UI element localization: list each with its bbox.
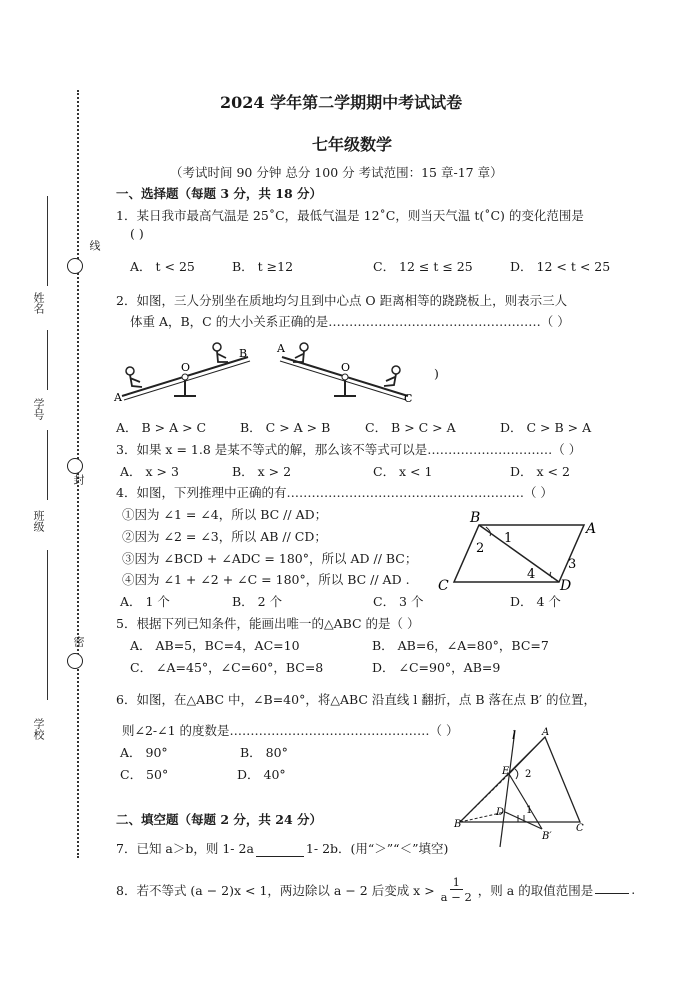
question-4-item-1: ①因为 ∠1 = ∠4，所以 BC // AD； [122, 507, 328, 522]
fold-label-b: B [454, 819, 462, 830]
parallelogram-label-c: C [438, 578, 449, 594]
school-field-line [47, 550, 48, 700]
question-8-end: . [631, 882, 636, 897]
seesaw-left-label-a: A [114, 391, 122, 404]
seesaw-figure-right [270, 340, 420, 405]
question-2-stem: 2．如图，三人分别坐在质地均匀且到中心点 O 距离相等的跷跷板上，则表示三人 [116, 293, 568, 308]
question-2-option-c: C． B > C > A [365, 420, 456, 435]
question-2-option-b: B． C > A > B [240, 420, 331, 435]
parallelogram-label-2: 2 [476, 541, 485, 556]
question-7-blank[interactable] [256, 841, 304, 857]
exam-title: 2024 学年第二学期期中考试试卷 [220, 93, 463, 112]
question-5-option-a: A． AB=5，BC=4，AC=10 [130, 638, 300, 653]
seesaw-right-label-o: O [341, 361, 351, 374]
question-2-option-a: A． B > A > C [116, 420, 207, 435]
question-4-stem: 4．如图，下列推理中正确的有…………………………………………………（ ） [116, 485, 553, 500]
question-6-stem-line2: 则∠2-∠1 的度数是…………………………………………（ ） [122, 723, 459, 738]
binding-hole [67, 458, 83, 474]
question-7-post: 1- 2b．(用“＞”“＜”填空) [305, 841, 449, 856]
parallelogram-label-d: D [560, 578, 572, 594]
seesaw-left-label-b: B [239, 347, 248, 360]
fold-label-a: A [542, 727, 550, 738]
parallelogram-figure [434, 510, 604, 595]
question-6-option-a: A． 90° [120, 745, 168, 760]
question-5-option-d: D． ∠C=90°，AB=9 [372, 660, 501, 675]
question-6-option-c: C． 50° [120, 767, 169, 782]
fold-label-d: D [496, 807, 505, 818]
question-1-stem: 1．某日我市最高气温是 25˚C，最低气温是 12˚C，则当天气温 t(˚C) 的变化范围是 [116, 208, 584, 223]
question-6-option-d: D． 40° [237, 767, 286, 782]
question-3-option-d: D． x < 2 [510, 464, 570, 479]
section-heading-choice: 一、选择题（每题 3 分，共 18 分） [116, 186, 323, 201]
question-4-item-3: ③因为 ∠BCD + ∠ADC = 180°，所以 AD // BC； [122, 551, 418, 566]
binding-label-xian: 线 [88, 240, 101, 251]
question-4-item-2: ②因为 ∠2 = ∠3，所以 AB // CD； [122, 529, 327, 544]
question-8-post: ，则 a 的取值范围是 [477, 882, 594, 898]
fold-label-2: 2 [525, 769, 532, 780]
question-1-option-d: D． 12 < t < 25 [510, 259, 611, 274]
question-6-stem: 6．如图，在△ABC 中，∠B=40°，将△ABC 沿直线 l 翻折，点 B 落在点 B′ 的位置， [116, 692, 596, 707]
question-2-figure-paren: ) [434, 366, 439, 381]
question-7 [116, 839, 448, 857]
question-5-option-c: C． ∠A=45°，∠C=60°，BC=8 [130, 660, 324, 675]
question-8-numerator: 1 [450, 875, 463, 890]
fold-label-1: 1 [526, 805, 533, 816]
question-3-option-a: A． x > 3 [120, 464, 179, 479]
fold-label-l: l [512, 729, 516, 742]
fold-label-b-prime: B′ [542, 831, 552, 842]
question-3-stem: 3．如果 x = 1.8 是某不等式的解，那么该不等式可以是…………………………（ ） [116, 442, 582, 457]
name-field-line [47, 196, 48, 286]
section-heading-fill: 二、填空题（每题 2 分，共 24 分） [116, 812, 323, 827]
question-4-option-a: A． 1 个 [120, 594, 170, 609]
seesaw-right-label-a: A [277, 342, 285, 355]
seesaw-left-label-o: O [181, 361, 191, 374]
school-field-label: 学校 [32, 718, 45, 740]
question-8-denominator: a − 2 [440, 890, 472, 904]
parallelogram-label-b: B [470, 510, 481, 526]
binding-hole [67, 258, 83, 274]
fold-label-e: E [502, 766, 510, 777]
binding-label-feng: 封 [72, 474, 85, 485]
question-8 [116, 875, 635, 904]
question-4-option-c: C． 3 个 [373, 594, 424, 609]
question-1-option-b: B． t ≥12 [232, 259, 294, 274]
question-5-stem: 5．根据下列已知条件，能画出唯一的△ABC 的是（ ） [116, 616, 420, 631]
question-6-option-b: B． 80° [240, 745, 288, 760]
question-3-option-b: B． x > 2 [232, 464, 292, 479]
question-3-option-c: C． x < 1 [373, 464, 433, 479]
class-field-label: 班级 [32, 510, 45, 532]
question-4-option-d: D． 4 个 [510, 594, 561, 609]
question-4-option-b: B． 2 个 [232, 594, 283, 609]
parallelogram-label-a: A [586, 521, 597, 537]
fold-label-c: C [576, 823, 584, 834]
seesaw-right-label-c: C [404, 392, 413, 405]
question-8-fraction [438, 875, 475, 904]
question-8-pre: 8．若不等式 (a − 2)x < 1，两边除以 a − 2 后变成 x > [116, 882, 435, 898]
question-1-paren: ( ) [130, 226, 144, 241]
question-8-blank[interactable] [595, 878, 629, 894]
seesaw-figure-left [110, 340, 260, 405]
question-2-option-d: D． C > B > A [500, 420, 592, 435]
binding-label-mi: 密 [72, 636, 85, 647]
exam-info: （考试时间 90 分钟 总分 100 分 考试范围：15 章-17 章） [170, 165, 503, 180]
exam-subtitle: 七年级数学 [312, 135, 393, 154]
id-field-label: 学号 [32, 398, 45, 420]
parallelogram-label-3: 3 [568, 557, 577, 572]
parallelogram-label-4: 4 [527, 567, 536, 582]
name-field-label: 姓名 [32, 292, 45, 314]
question-2-stem-line2: 体重 A，B，C 的大小关系正确的是……………………………………………（ ） [130, 314, 570, 329]
class-field-line [47, 430, 48, 500]
question-1-option-a: A． t < 25 [130, 259, 195, 274]
question-4-item-4: ④因为 ∠1 + ∠2 + ∠C = 180°，所以 BC // AD . [122, 572, 410, 587]
question-7-pre: 7．已知 a＞b，则 1- 2a [116, 841, 254, 856]
question-1-option-c: C． 12 ≤ t ≤ 25 [373, 259, 473, 274]
binding-hole [67, 653, 83, 669]
fold-triangle-figure [450, 727, 595, 862]
id-field-line [47, 330, 48, 390]
parallelogram-label-1: 1 [504, 531, 513, 546]
question-5-option-b: B． AB=6，∠A=80°，BC=7 [372, 638, 549, 653]
